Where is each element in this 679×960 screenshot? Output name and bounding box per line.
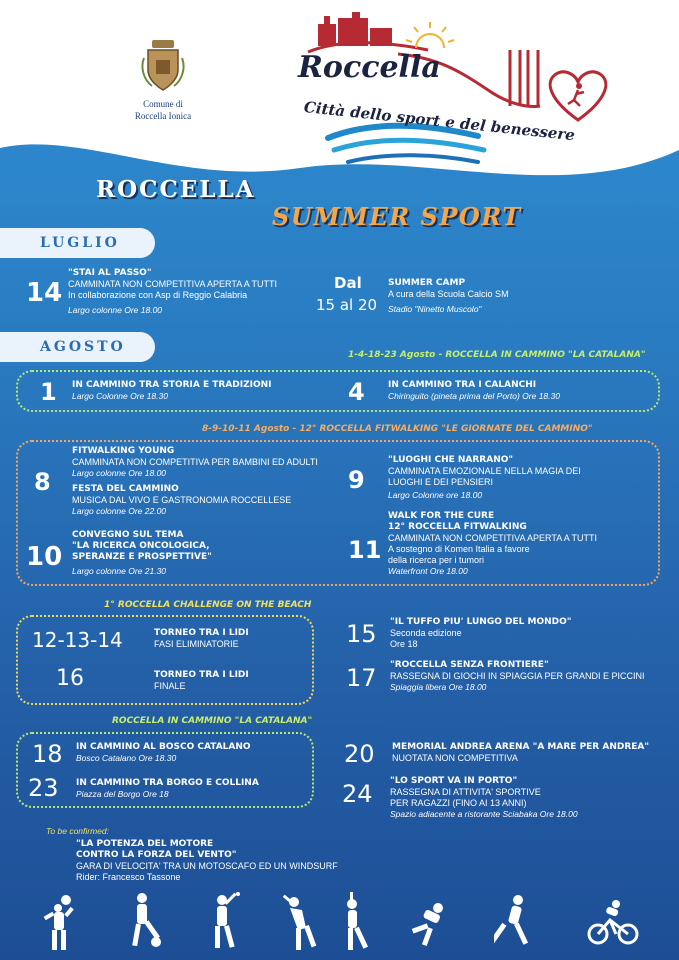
event-day-12-13-14: 12-13-14 [32,628,123,652]
page-title-line1: ROCCELLA [96,176,256,203]
roccella-logo-graphic [288,10,618,185]
event-20 [392,742,649,764]
event-9 [388,455,581,501]
event-day-20: 20 [344,740,375,768]
event-10 [72,530,212,577]
event-camp-desc: A cura della Scuola Calcio SM [388,289,509,299]
event-14-desc: CAMMINATA NON COMPETITIVA APERTA A TUTTI [68,279,278,289]
event-15-title: "IL TUFFO PIU' LUNGO DEL MONDO" [390,617,572,627]
event-10-topic-2: SPERANZE E PROSPETTIVE" [72,552,212,562]
tbc-desc: GARA DI VELOCITA' TRA UN MOTOSCAFO ED UN WINDSURF [76,861,338,871]
comune-line1: Comune di [143,99,183,109]
event-24 [390,776,578,820]
event-18-location: Bosco Catalano Ore 18.30 [76,753,177,763]
event-16-desc: FINALE [154,681,186,691]
tbc-rider: Rider: Francesco Tassone [76,872,181,882]
event-23-title: IN CAMMINO TRA BORGO E COLLINA [76,778,259,788]
event-24-title: "LO SPORT VA IN PORTO" [390,776,518,786]
event-23 [76,778,259,800]
tbc-title-2: CONTRO LA FORZA DEL VENTO" [76,850,237,860]
event-day-10: 10 [26,542,63,572]
cyclist-icon [586,900,640,946]
banner-catalana-1: 1-4-18-23 Agosto - ROCCELLA IN CAMMINO "LA CATALANA" [348,350,646,360]
event-15-time: Ore 18 [390,639,418,649]
soccer-player-icon [126,892,162,950]
event-day-9: 9 [348,466,365,494]
comune-line2: Roccella Ionica [134,111,192,121]
event-8 [72,446,318,517]
event-14-title: "STAI AL PASSO" [68,268,152,278]
sprinter-icon [404,902,454,948]
event-14-partner: In collaborazione con Asp di Reggio Calabria [68,290,248,300]
event-summer-camp [388,278,509,315]
event-8-title-1: FITWALKING YOUNG [72,446,175,456]
chimneys-icon [510,50,538,106]
event-16-title: TORNEO TRA I LIDI [154,670,249,680]
event-20-title: MEMORIAL ANDREA ARENA "A MARE PER ANDREA" [392,742,650,752]
logo-title: Roccella [298,50,441,85]
event-10-title: CONVEGNO SUL TEMA [72,530,184,540]
event-12-13-14 [154,628,249,650]
event-day-18: 18 [32,740,63,768]
comune-label [118,98,208,122]
event-day-1: 1 [40,378,57,406]
event-camp-day-from: Dal [334,274,362,292]
runner-icon [494,894,534,950]
event-12-title: TORNEO TRA I LIDI [154,628,249,638]
event-14-location: Largo colonne Ore 18.00 [68,305,163,315]
heart-runner-icon [550,72,606,120]
event-8-desc-2: MUSICA DAL VIVO E GASTRONOMIA ROCCELLESE [72,495,292,505]
volleyball-player-icon [40,894,80,950]
event-11-desc: CAMMINATA NON COMPETITIVA APERTA A TUTTI [388,533,598,543]
event-14 [68,268,277,316]
month-label-luglio: LUGLIO [0,228,155,258]
event-day-8: 8 [34,468,51,496]
banner-challenge-beach: 1° ROCCELLA CHALLENGE ON THE BEACH [104,600,312,610]
event-4 [388,380,560,402]
banner-catalana-2: ROCCELLA IN CAMMINO "LA CATALANA" [112,716,313,726]
event-9-title: "LUOGHI CHE NARRANO" [388,455,514,465]
event-9-desc-1: CAMMINATA EMOZIONALE NELLA MAGIA DEI [388,466,581,476]
event-11-title: WALK FOR THE CURE [388,511,495,521]
event-day-15: 15 [346,620,377,648]
event-8-desc-1: CAMMINATA NON COMPETITIVA PER BAMBINI ED ADULTI [72,457,318,467]
logo-subtitle: Città dello sport e del benessere [303,98,576,145]
sports-silhouettes [0,890,679,960]
yoga-pose-icon [336,892,372,950]
event-10-location: Largo colonne Ore 21.30 [72,566,167,576]
event-11-support-1: A sostegno di Komen Italia a favore [388,544,530,554]
event-15 [390,617,571,650]
event-day-4: 4 [348,378,365,406]
month-label-agosto: AGOSTO [0,332,155,362]
stretching-woman-icon [280,894,320,950]
event-15-desc: Seconda edizione [390,628,462,638]
event-17-desc: RASSEGNA DI GIOCHI IN SPIAGGIA PER GRANDI E PICCINI [390,671,645,681]
event-11-support-2: della ricerca per i tumori [388,555,485,565]
event-4-title: IN CAMMINO TRA I CALANCHI [388,380,537,390]
event-12-desc: FASI ELIMINATORIE [154,639,239,649]
event-16 [154,670,249,692]
event-18-title: IN CAMMINO AL BOSCO CATALANO [76,742,251,752]
event-4-location: Chiringuito (pineta prima del Porto) Ore 18.30 [388,391,560,401]
event-day-24: 24 [342,780,373,808]
event-9-desc-2: LUOGHI E DEI PENSIERI [388,477,494,487]
page-title-line2: SUMMER SPORT [272,202,522,231]
event-1 [72,380,272,402]
event-day-23: 23 [28,774,59,802]
event-camp-location: Stadio "Ninetto Muscolo" [388,304,482,314]
municipal-crest-icon [140,38,186,92]
tbc-event [76,839,338,883]
event-11-location: Waterfront Ore 18.00 [388,566,468,576]
event-17-title: "ROCCELLA SENZA FRONTIERE" [390,660,549,670]
event-8-location-2: Largo colonne Ore 22.00 [72,506,167,516]
event-9-location: Largo Colonne ore 18.00 [388,490,483,500]
tbc-label: To be confirmed: [46,826,109,836]
event-17-location: Spiaggia libera Ore 18.00 [390,682,487,692]
event-8-location-1: Largo colonne Ore 18.00 [72,468,167,478]
event-24-desc-1: RASSEGNA DI ATTIVITA' SPORTIVE [390,787,541,797]
event-day-17: 17 [346,664,377,692]
event-18 [76,742,251,764]
event-1-title: IN CAMMINO TRA STORIA E TRADIZIONI [72,380,272,390]
event-8-title-2: FESTA DEL CAMMINO [72,484,179,494]
tbc-title-1: "LA POTENZA DEL MOTORE [76,839,214,849]
event-10-topic-1: "LA RICERCA ONCOLOGICA, [72,541,210,551]
event-11-subtitle: 12° ROCCELLA FITWALKING [388,522,527,532]
event-day-14: 14 [26,278,63,308]
event-17 [390,660,645,693]
event-day-16: 16 [56,666,84,691]
event-camp-title: SUMMER CAMP [388,278,466,288]
event-11 [388,511,597,577]
event-camp-day-range: 15 al 20 [316,296,378,314]
event-1-location: Largo Colonne Ore 18.30 [72,391,168,401]
event-day-11: 11 [348,536,382,564]
event-20-desc: NUOTATA NON COMPETITIVA [392,753,518,763]
event-24-desc-2: PER RAGAZZI (FINO AI 13 ANNI) [390,798,527,808]
banner-fitwalking: 8-9-10-11 Agosto - 12° ROCCELLA FITWALKING "LE GIORNATE DEL CAMMINO" [202,424,593,434]
castle-icon [308,12,428,52]
event-23-location: Piazza del Borgo Ore 18 [76,789,169,799]
event-24-location: Spazio adiacente a ristorante Sciabaka Ore 18.00 [390,809,578,819]
sun-icon [406,22,454,48]
tennis-player-icon [204,892,244,950]
